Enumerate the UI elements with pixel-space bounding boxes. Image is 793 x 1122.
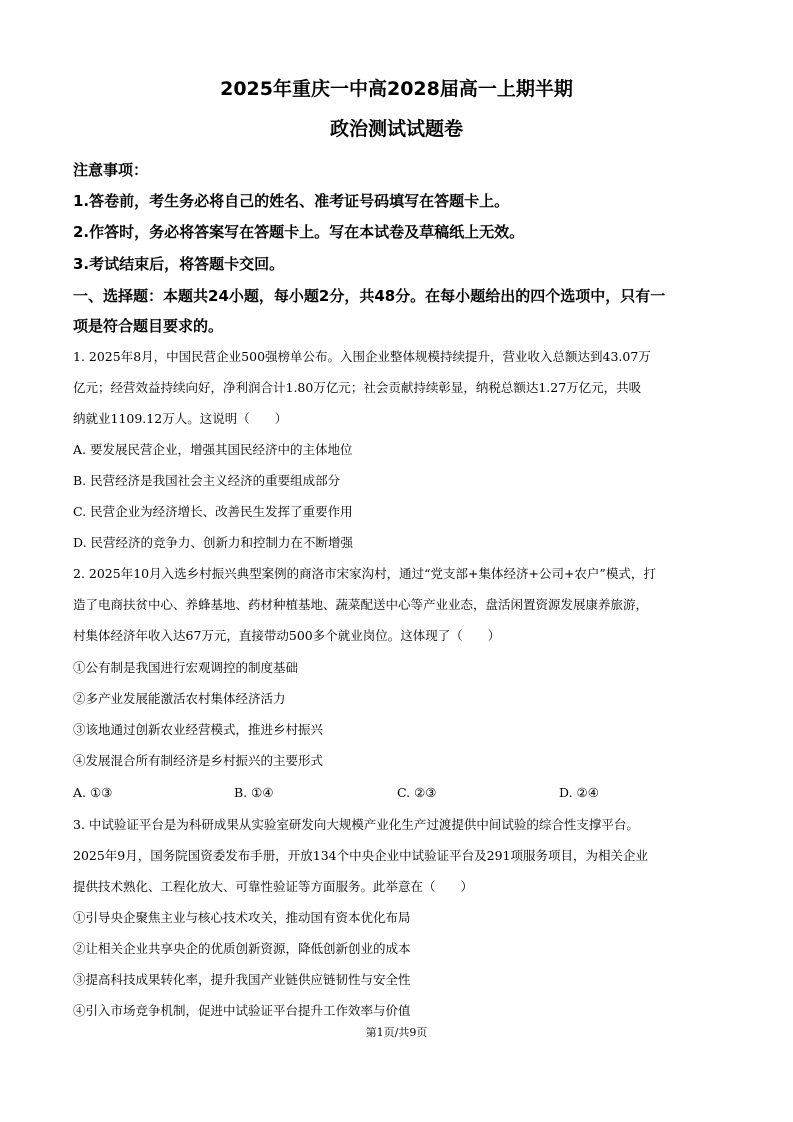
q2-stem-line3: 村集体经济年收入达67万元，直接带动500多个就业岗位。这体现了（ ） [73,628,501,643]
page-number: 第1页/共9页 [365,1026,428,1039]
q2-statement-2: ②多产业发展能激活农村集体经济活力 [73,691,286,706]
q1-option-b: B. 民营经济是我国社会主义经济的重要组成部分 [73,473,341,488]
exam-title: 2025年重庆一中高2028届高一上期半期 [220,78,573,100]
q3-stem-line3: 提供技术熟化、工程化放大、可靠性验证等方面服务。此举意在（ ） [73,879,474,894]
q1-option-c: C. 民营企业为经济增长、改善民生发挥了重要作用 [73,504,353,519]
section-instruction-line1: 一、选择题：本题共24小题，每小题2分，共48分。在每小题给出的四个选项中，只有一 [73,287,666,305]
notice-item-1: 1.答卷前，考生务必将自己的姓名、准考证号码填写在答题卡上。 [73,192,510,210]
q3-statement-4: ④引入市场竞争机制，促进中试验证平台提升工作效率与价值 [73,1003,411,1018]
q3-statement-3: ③提高科技成果转化率，提升我国产业链供应链韧性与安全性 [73,972,411,987]
q1-option-a: A. 要发展民营企业，增强其国民经济中的主体地位 [73,442,353,457]
section-instruction-line2: 项是符合题目要求的。 [73,317,224,335]
q2-option-d: D. ②④ [559,785,599,800]
notice-item-3: 3.考试结束后，将答题卡交回。 [73,255,285,273]
q2-statement-4: ④发展混合所有制经济是乡村振兴的主要形式 [73,753,324,768]
q1-stem-line2: 亿元；经营效益持续向好，净利润合计1.80万亿元；社会贡献持续彰显，纳税总额达1.27万亿元，共吸 [73,380,642,395]
q3-stem-line1: 3. 中试验证平台是为科研成果从实验室研发向大规模产业化生产过渡提供中间试验的综合性支撑平台。 [73,817,639,832]
q2-statement-1: ①公有制是我国进行宏观调控的制度基础 [73,660,299,675]
q2-stem-line2: 造了电商扶贫中心、养蜂基地、药材种植基地、蔬菜配送中心等产业业态，盘活闲置资源发展康养旅游， [73,597,649,612]
notice-heading: 注意事项： [73,161,149,179]
exam-subtitle: 政治测试试题卷 [329,118,463,140]
q2-statement-3: ③该地通过创新农业经营模式，推进乡村振兴 [73,722,324,737]
q2-option-c: C. ②③ [397,785,437,800]
q3-statement-2: ②让相关企业共享央企的优质创新资源，降低创新创业的成本 [73,941,411,956]
q1-option-d: D. 民营经济的竞争力、创新力和控制力在不断增强 [73,535,354,550]
q1-stem-line3: 纳就业1109.12万人。这说明（ ） [73,411,288,426]
q2-stem-line1: 2. 2025年10月入选乡村振兴典型案例的商洛市宋家沟村，通过“党支部+集体经济+公司+农户”模式，打 [73,566,656,581]
q3-stem-line2: 2025年9月，国务院国资委发布手册，开放134个中央企业中试验证平台及291项服务项目，为相关企业 [73,848,648,863]
q2-option-b: B. ①④ [234,785,274,800]
q1-stem-line1: 1. 2025年8月，中国民营企业500强榜单公布。入围企业整体规模持续提升，营业收入总额达到43.07万 [73,349,651,364]
q2-option-a: A. ①③ [73,785,113,800]
notice-item-2: 2.作答时，务必将答案写在答题卡上。写在本试卷及草稿纸上无效。 [73,223,525,241]
q3-statement-1: ①引导央企聚焦主业与核心技术攻关，推动国有资本优化布局 [73,910,411,925]
